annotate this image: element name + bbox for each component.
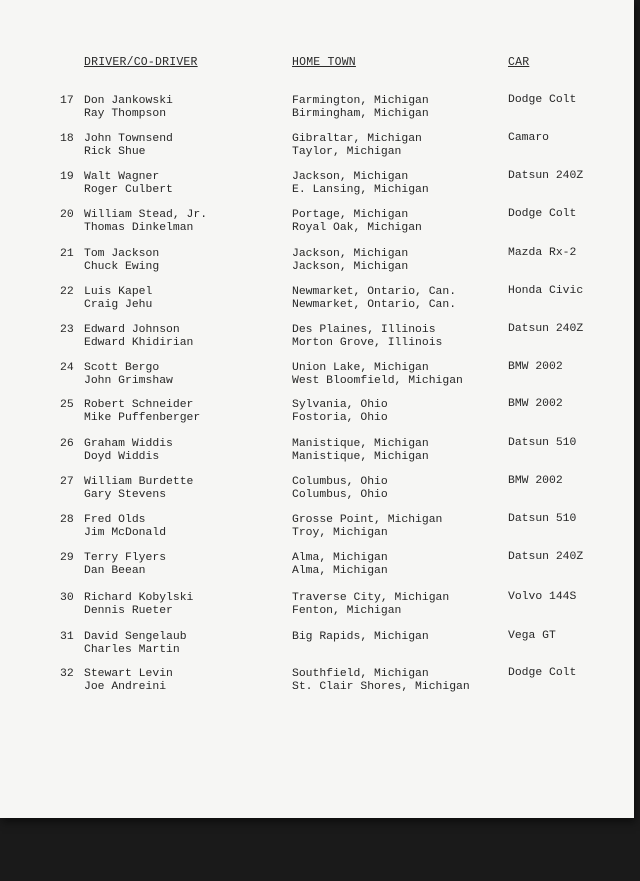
- car-number: 27: [60, 476, 74, 488]
- driver-hometown: Gibraltar, Michigan: [292, 133, 422, 145]
- home-towns: [292, 668, 470, 694]
- codriver-hometown: Troy, Michigan: [292, 527, 388, 539]
- codriver-name: Doyd Widdis: [84, 451, 160, 463]
- driver-name: Tom Jackson: [84, 248, 160, 260]
- home-towns: [292, 286, 456, 312]
- entry-row: [0, 552, 634, 584]
- car-number: 20: [60, 209, 74, 221]
- driver-names: [84, 552, 166, 578]
- car-model: Dodge Colt: [508, 208, 577, 220]
- codriver-name: Edward Khidirian: [84, 337, 194, 349]
- driver-names: [84, 668, 173, 694]
- driver-hometown: Jackson, Michigan: [292, 248, 409, 260]
- codriver-name: Ray Thompson: [84, 108, 167, 120]
- home-towns: [292, 248, 408, 274]
- entry-row: [0, 514, 634, 546]
- driver-names: [84, 286, 152, 312]
- driver-name: Terry Flyers: [84, 552, 167, 564]
- home-towns: [292, 631, 429, 644]
- codriver-hometown: Birmingham, Michigan: [292, 108, 429, 120]
- driver-names: [84, 399, 200, 425]
- driver-hometown: Manistique, Michigan: [292, 438, 429, 450]
- codriver-name: Chuck Ewing: [84, 261, 160, 273]
- driver-name: Luis Kapel: [84, 286, 153, 298]
- driver-name: Robert Schneider: [84, 399, 194, 411]
- car-number: 26: [60, 438, 74, 450]
- car-model: Volvo 144S: [508, 591, 577, 603]
- car-number: 23: [60, 324, 74, 336]
- entry-row: [0, 668, 634, 700]
- home-towns: [292, 209, 422, 235]
- driver-name: William Burdette: [84, 476, 194, 488]
- car-number: 30: [60, 592, 74, 604]
- driver-hometown: Grosse Point, Michigan: [292, 514, 443, 526]
- driver-name: Stewart Levin: [84, 668, 173, 680]
- car-model: BMW 2002: [508, 475, 563, 487]
- driver-column-header: DRIVER/CO-DRIVER: [84, 56, 198, 69]
- car-number: 31: [60, 631, 74, 643]
- car-number: 17: [60, 95, 74, 107]
- car-number: 18: [60, 133, 74, 145]
- codriver-hometown: Morton Grove, Illinois: [292, 337, 443, 349]
- driver-names: [84, 592, 193, 618]
- codriver-hometown: Fenton, Michigan: [292, 605, 402, 617]
- car-number: 24: [60, 362, 74, 374]
- entry-row: [0, 476, 634, 508]
- driver-hometown: Des Plaines, Illinois: [292, 324, 436, 336]
- driver-hometown: Jackson, Michigan: [292, 171, 409, 183]
- entry-row: [0, 324, 634, 356]
- codriver-name: Rick Shue: [84, 146, 146, 158]
- car-model: BMW 2002: [508, 398, 563, 410]
- car-model: Mazda Rx-2: [508, 247, 577, 259]
- driver-hometown: Sylvania, Ohio: [292, 399, 388, 411]
- driver-names: [84, 95, 173, 121]
- home-towns: [292, 552, 388, 578]
- driver-names: [84, 248, 159, 274]
- entry-row: [0, 209, 634, 241]
- home-towns: [292, 171, 429, 197]
- home-towns: [292, 476, 388, 502]
- home-towns: [292, 438, 429, 464]
- codriver-name: Craig Jehu: [84, 299, 153, 311]
- codriver-hometown: Newmarket, Ontario, Can.: [292, 299, 457, 311]
- codriver-hometown: Alma, Michigan: [292, 565, 388, 577]
- codriver-name: Thomas Dinkelman: [84, 222, 194, 234]
- entry-row: [0, 95, 634, 127]
- driver-name: Richard Kobylski: [84, 592, 194, 604]
- codriver-hometown: Columbus, Ohio: [292, 489, 388, 501]
- car-model: Datsun 240Z: [508, 323, 584, 335]
- codriver-name: Dan Beean: [84, 565, 146, 577]
- entry-row: [0, 362, 634, 394]
- codriver-hometown: Fostoria, Ohio: [292, 412, 388, 424]
- codriver-name: Dennis Rueter: [84, 605, 173, 617]
- car-model: Datsun 240Z: [508, 170, 584, 182]
- car-model: Camaro: [508, 132, 550, 144]
- driver-name: William Stead, Jr.: [84, 209, 208, 221]
- home-towns: [292, 514, 442, 540]
- codriver-hometown: Jackson, Michigan: [292, 261, 409, 273]
- driver-name: Walt Wagner: [84, 171, 160, 183]
- home-towns: [292, 592, 449, 618]
- home-towns: [292, 133, 422, 159]
- driver-hometown: Southfield, Michigan: [292, 668, 429, 680]
- driver-hometown: Union Lake, Michigan: [292, 362, 429, 374]
- car-column-header: CAR: [508, 56, 530, 69]
- car-model: Datsun 510: [508, 437, 577, 449]
- codriver-name: John Grimshaw: [84, 375, 173, 387]
- car-model: Dodge Colt: [508, 94, 577, 106]
- car-number: 25: [60, 399, 74, 411]
- driver-hometown: Newmarket, Ontario, Can.: [292, 286, 457, 298]
- car-number: 29: [60, 552, 74, 564]
- car-number: 28: [60, 514, 74, 526]
- driver-names: [84, 514, 166, 540]
- car-number: 32: [60, 668, 74, 680]
- codriver-hometown: E. Lansing, Michigan: [292, 184, 429, 196]
- driver-names: [84, 631, 187, 657]
- codriver-hometown: Big Rapids, Michigan: [292, 631, 429, 643]
- car-number: 22: [60, 286, 74, 298]
- car-model: Vega GT: [508, 630, 556, 642]
- entry-row: [0, 592, 634, 624]
- entry-row: [0, 631, 634, 663]
- entry-row: [0, 171, 634, 203]
- home-towns: [292, 324, 442, 350]
- car-number: 21: [60, 248, 74, 260]
- driver-names: [84, 171, 173, 197]
- entry-row: [0, 286, 634, 318]
- entry-row: [0, 438, 634, 470]
- driver-name: Fred Olds: [84, 514, 146, 526]
- home-towns: [292, 95, 429, 121]
- car-model: Datsun 240Z: [508, 551, 584, 563]
- car-number: 19: [60, 171, 74, 183]
- codriver-hometown: St. Clair Shores, Michigan: [292, 681, 470, 693]
- entry-row: [0, 133, 634, 165]
- car-model: Datsun 510: [508, 513, 577, 525]
- car-model: Dodge Colt: [508, 667, 577, 679]
- driver-hometown: Portage, Michigan: [292, 209, 409, 221]
- home-towns: [292, 362, 463, 388]
- codriver-name: Gary Stevens: [84, 489, 167, 501]
- codriver-hometown: West Bloomfield, Michigan: [292, 375, 463, 387]
- home-towns: [292, 399, 388, 425]
- entry-row: [0, 399, 634, 431]
- car-model: BMW 2002: [508, 361, 563, 373]
- driver-name: Graham Widdis: [84, 438, 173, 450]
- codriver-hometown: Royal Oak, Michigan: [292, 222, 422, 234]
- driver-hometown: Farmington, Michigan: [292, 95, 429, 107]
- driver-name: Edward Johnson: [84, 324, 180, 336]
- driver-names: [84, 476, 193, 502]
- codriver-hometown: Manistique, Michigan: [292, 451, 429, 463]
- codriver-name: Jim McDonald: [84, 527, 167, 539]
- driver-names: [84, 438, 173, 464]
- driver-names: [84, 362, 173, 388]
- codriver-hometown: Taylor, Michigan: [292, 146, 402, 158]
- codriver-name: Joe Andreini: [84, 681, 167, 693]
- driver-names: [84, 209, 207, 235]
- codriver-name: Charles Martin: [84, 644, 180, 656]
- driver-name: Don Jankowski: [84, 95, 173, 107]
- entry-row: [0, 248, 634, 280]
- driver-name: David Sengelaub: [84, 631, 187, 643]
- driver-names: [84, 324, 193, 350]
- hometown-column-header: HOME TOWN: [292, 56, 356, 69]
- driver-name: John Townsend: [84, 133, 173, 145]
- driver-hometown: Columbus, Ohio: [292, 476, 388, 488]
- driver-names: [84, 133, 173, 159]
- driver-name: Scott Bergo: [84, 362, 160, 374]
- driver-hometown: Traverse City, Michigan: [292, 592, 450, 604]
- driver-hometown: Alma, Michigan: [292, 552, 388, 564]
- codriver-name: Mike Puffenberger: [84, 412, 201, 424]
- codriver-name: Roger Culbert: [84, 184, 173, 196]
- car-model: Honda Civic: [508, 285, 584, 297]
